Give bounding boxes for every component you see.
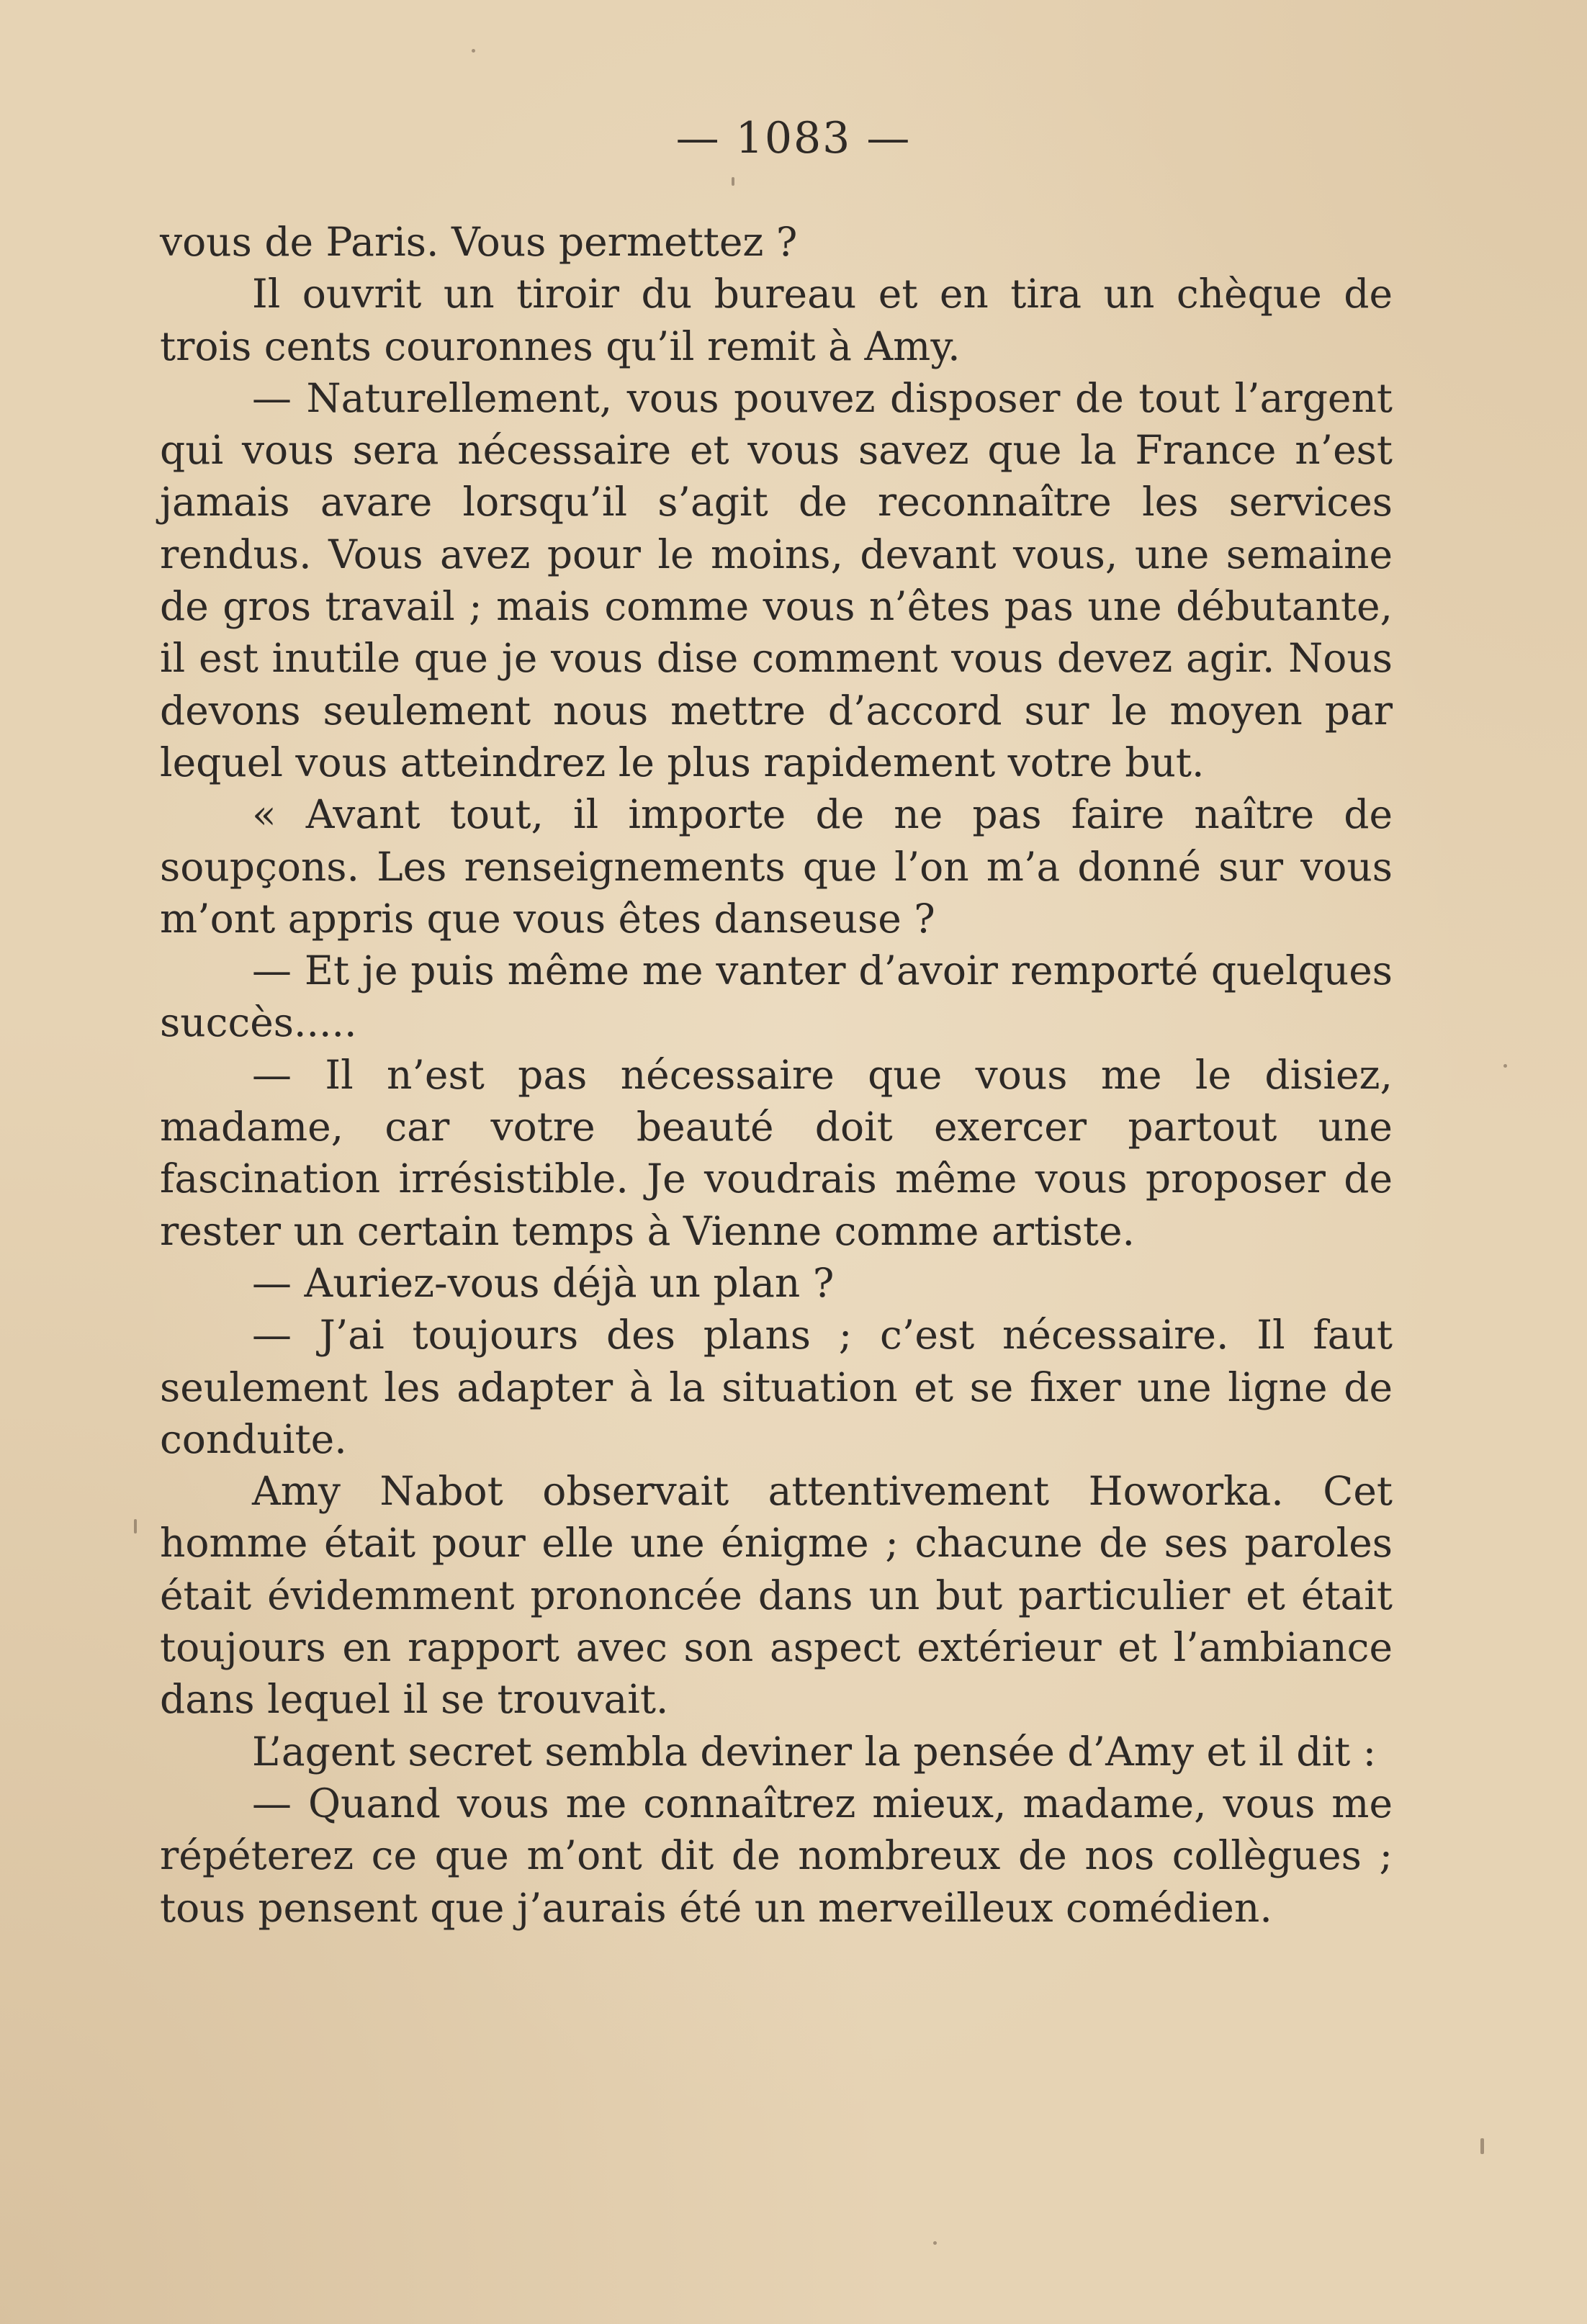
paragraph-3: — Naturellement, vous pouvez disposer de tout l’argent qui vous sera nécessaire et vous savez que la France n’est jamais avare lorsqu’il s’agit de reconnaître les services rendus. Vous avez pour le moins, devant vous, une semaine de gros travail ; mais comme vous n’êtes pas une débutante, il est inutile que je vous dise comment vous devez agir. Nous devons seulement nous mettre d’accord sur le moyen par lequel vous atteindrez le plus rapidement votre but. (160, 374, 1393, 785)
paper-speck (933, 2241, 937, 2245)
paragraph-1: vous de Paris. Vous permettez ? (160, 219, 798, 265)
paragraph-8: — J’ai toujours des plans ; c’est nécessaire. Il faut seulement les adapter à la situation et se fixer une ligne de conduite. (160, 1312, 1393, 1462)
paper-speck (732, 177, 734, 186)
paper-speck (1480, 2138, 1484, 2154)
paragraph-4: « Avant tout, il importe de ne pas faire naître de soupçons. Les renseignements que l’on m’a donné sur vous m’ont appris que vous êtes danseuse ? (160, 791, 1393, 942)
paragraph-11: — Quand vous me connaîtrez mieux, madame, vous me répéterez ce que m’ont dit de nombreux de nos collègues ; tous pensent que j’aurais été un merveilleux comédien. (160, 1780, 1393, 1931)
paragraph-6: — Il n’est pas nécessaire que vous me le disiez, madame, car votre beauté doit exercer partout une fascination irrésistible. Je voudrais même vous proposer de rester un certain temps à Vienne comme artiste. (160, 1051, 1393, 1254)
paper-speck (1503, 1064, 1507, 1068)
page-number: — 1083 — (675, 113, 912, 163)
paragraph-7: — Auriez-vous déjà un plan ? (252, 1259, 835, 1306)
paper-speck (134, 1519, 137, 1533)
paper-speck (472, 49, 475, 53)
paragraph-9: Amy Nabot observait attentivement Howorka. Cet homme était pour elle une énigme ; chacune de ses paroles était évidemment prononcée dans un but particulier et était toujours en rapport avec son aspect extérieur et l’ambiance dans lequel il se trouvait. (160, 1468, 1393, 1723)
paragraph-5: — Et je puis même me vanter d’avoir remporté quelques succès..... (160, 947, 1393, 1046)
paragraph-10: L’agent secret sembla deviner la pensée d’Amy et il dit : (252, 1728, 1377, 1775)
body-text (160, 216, 1393, 1934)
paragraph-2: Il ouvrit un tiroir du bureau et en tira un chèque de trois cents couronnes qu’il remit à Amy. (160, 271, 1393, 369)
